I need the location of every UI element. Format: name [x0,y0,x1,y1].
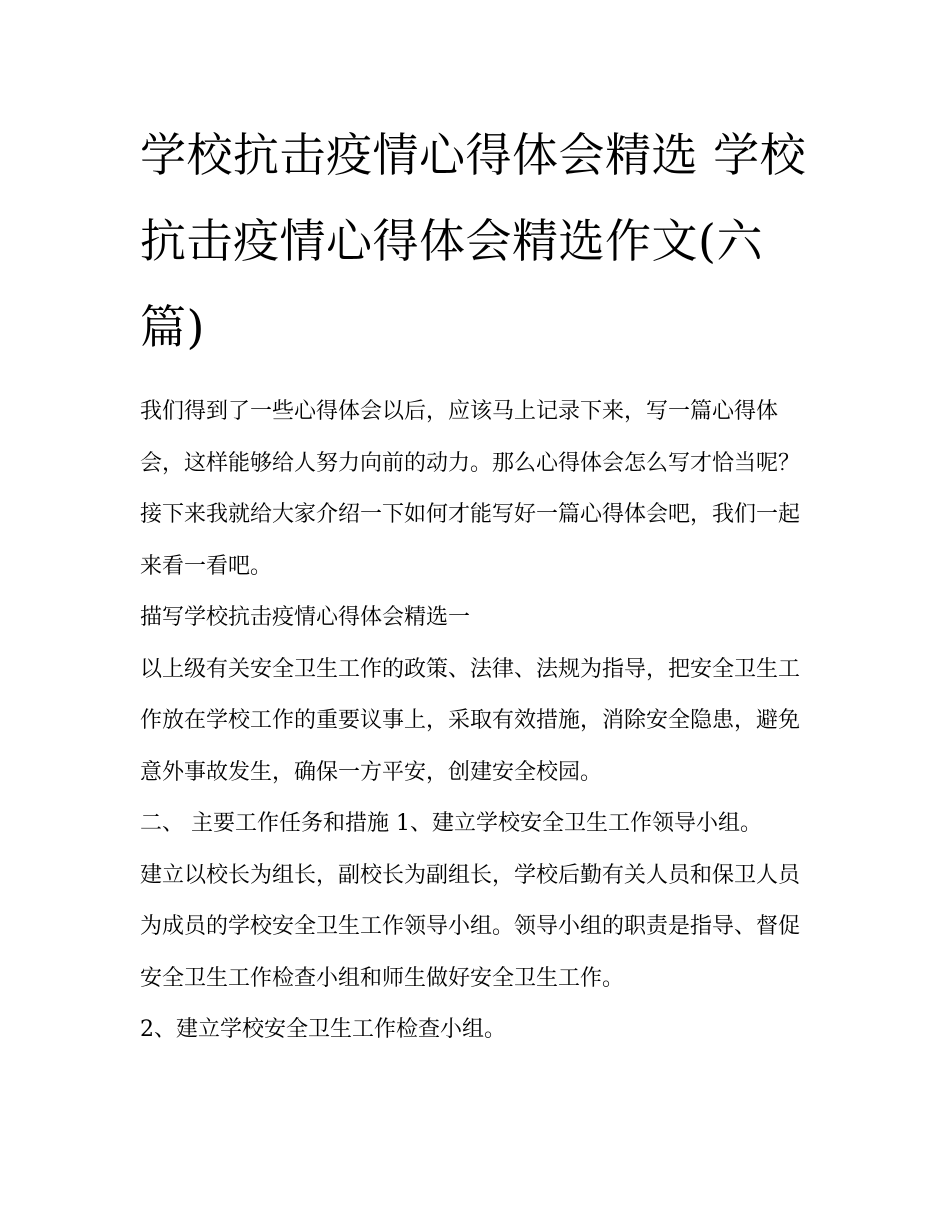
paragraph-main-tasks: 二、 主要工作任务和措施 1、建立学校安全卫生工作领导小组。 [140,811,762,836]
document-body [140,112,815,1056]
document-title: 学校抗击疫情心得体会精选 学校抗击疫情心得体会精选作文(六篇) [140,128,807,354]
paragraph-leadership-group: 建立以校长为组长，副校长为副组长，学校后勤有关人员和保卫人员为成员的学校安全卫生工作领导小组。领导小组的职责是指导、督促安全卫生工作检查小组和师生做好安全卫生工作。 [140,862,801,991]
paragraph-intro: 我们得到了一些心得体会以后，应该马上记录下来，写一篇心得体会，这样能够给人努力向前的动力。那么心得体会怎么写才恰当呢？接下来我就给大家介绍一下如何才能写好一篇心得体会吧，我们一起来看一看吧。 [140,399,801,579]
paragraph-guideline: 以上级有关安全卫生工作的政策、法律、法规为指导，把安全卫生工作放在学校工作的重要议事上，采取有效措施，消除安全隐患，避免意外事故发生，确保一方平安，创建安全校园。 [140,656,801,785]
paragraph-inspection-group: 2、建立学校安全卫生工作检查小组。 [140,1017,506,1042]
section-heading-one: 描写学校抗击疫情心得体会精选一 [140,605,471,630]
